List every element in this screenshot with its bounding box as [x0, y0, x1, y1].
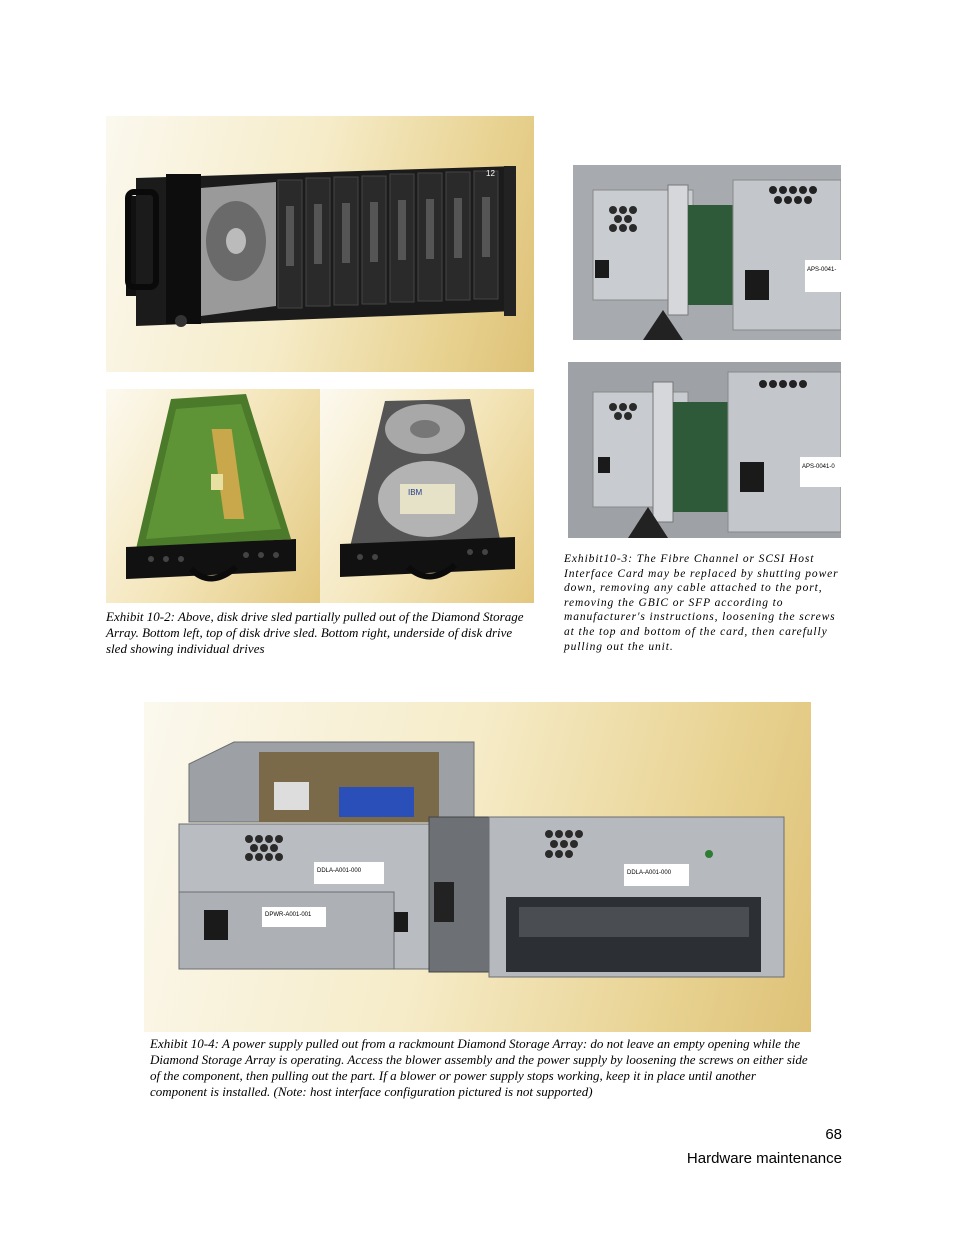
photo-drive-sled-underside [320, 389, 534, 603]
page-number: 68 [825, 1126, 842, 1143]
aps-label-bottom: APS-0041-0 [802, 464, 835, 470]
ddla-label-left: DDLA-A001-000 [317, 868, 362, 874]
drive-sled-top-illustration [106, 389, 320, 603]
photo-host-interface-card-bottom [568, 362, 841, 538]
photo-drive-sled-pulled-out [106, 116, 534, 372]
host-card-illustration-top [573, 165, 841, 340]
photo-power-supply-pulled-out [144, 702, 811, 1032]
photo-host-interface-card-top [573, 165, 841, 340]
caption-exhibit-10-4: Exhibit 10-4: A power supply pulled out from a rackmount Diamond Storage Array: do not leave an empty opening while the Diamond Storage Array is operating. Access the blower assembly and the power supply by loosening the screws on either side of the component, then pulling out the part. If a blower or power supply stops working, keep it in place until another component is installed. (Note: host interface configuration pictured is not supported) [150, 1036, 808, 1099]
section-title: Hardware maintenance [686, 1150, 842, 1167]
caption-exhibit-10-3: Exhibit10-3: The Fibre Channel or SCSI Host Interface Card may be replaced by shutting power down, removing any cable attached to the port, removing the GBIC or SFP according to manufacturer's instructions, loosening the screws at the top and bottom of the card, then carefully pulling out the unit. [564, 553, 839, 653]
power-supply-illustration [144, 702, 811, 1032]
photo-drive-sled-top [106, 389, 320, 603]
aps-label-top: APS-0041- [807, 267, 837, 273]
drive-chassis-illustration [106, 116, 534, 372]
bay-number-label: 12 [486, 169, 495, 178]
ddla-label-right: DDLA-A001-000 [627, 870, 672, 876]
ibm-label: IBM [408, 488, 423, 497]
caption-exhibit-10-2: Exhibit 10-2: Above, disk drive sled partially pulled out of the Diamond Storage Array. Bottom left, top of disk drive sled. Bottom right, underside of disk drive sled showing individual drives [106, 609, 524, 656]
drive-sled-underside-illustration [320, 389, 534, 603]
host-card-illustration-bottom [568, 362, 841, 538]
dpwr-label: DPWR-A001-001 [265, 912, 312, 918]
